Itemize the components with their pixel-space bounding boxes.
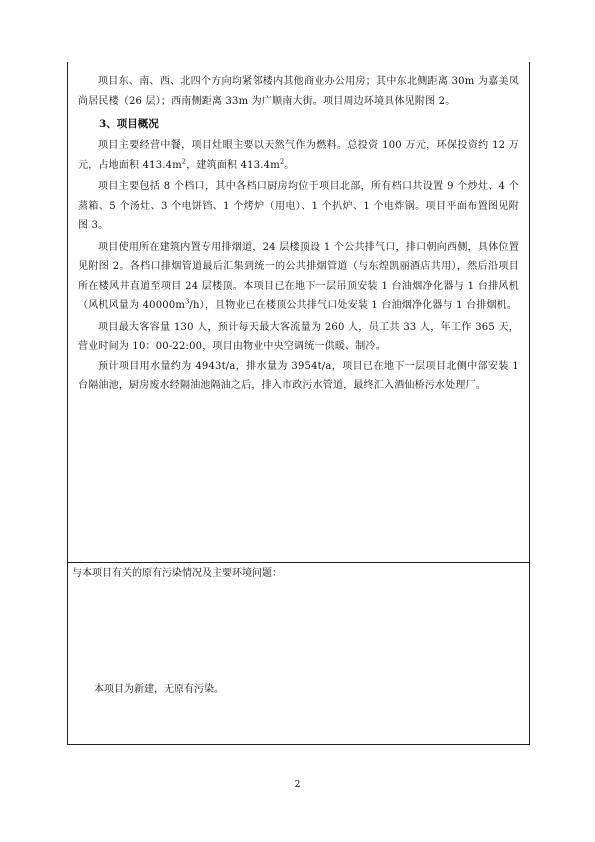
exhaust-text-a: 项目使用所在建筑内置专用排烟道，24 层楼顶设 1 个公共排气口，排口朝向西侧，具体位置见附图 2。各档口排烟管道最后汇集到统一的公共排烟管道（与东煌凯丽酒店共用），然后沿项目所在楼风井直道至项目 24 层楼顶。本项目已在地下一层吊顶安装 1 台油烟净化器与 1 台排风机（风机风量为 40000m [78,241,519,311]
investment-text-a: 项目主要经营中餐，项目灶眼主要以天然气作为燃料。总投资 100 万元，环保投资约 12 万元，占地面积 413.4m [78,140,519,171]
section-title: 与本项目有关的原有污染情况及主要环境问题： [72,568,282,579]
investment-text-b: ，建筑面积 413.4m [186,159,280,171]
section-heading: 3、项目概况 [99,118,159,130]
project-overview-section [78,72,519,396]
exhaust-text-b: /h），且物业已在楼顶公共排气口处安装 1 台油烟净化器与 1 台排烟机。 [189,300,518,311]
capacity-paragraph: 项目最大客容量 130 人，预计每天最大客流量为 260 人，员工共 33 人，年工作 365 天，营业时间为 10：00-22:00，项目由物业中央空调统一供暖、制冷。 [78,321,519,352]
water-paragraph: 预计项目用水量约为 4943t/a，排水量为 3954t/a，项目已在地下一层项目北侧中部安装 1 台隔油池，厨房废水经隔油池隔油之后，排入市政污水管道，最终汇入酒仙桥污水处理厂。 [78,360,519,391]
stalls-paragraph: 项目主要包括 8 个档口，其中各档口厨房均位于项目北部，所有档口共设置 9 个炒灶、4 个蒸箱、5 个汤灶、3 个电饼铛、1 个烤炉（用电）、1 个扒炉、1 个电炸锅。项目平面布置图见附图 3。 [78,181,519,231]
document-table-frame [67,62,530,745]
page-number: 2 [294,780,301,790]
exhaust-paragraph [78,238,519,316]
superscript: 2 [181,157,187,166]
superscript: 2 [279,157,285,166]
investment-text-c: 。 [284,159,295,171]
surroundings-paragraph: 项目东、南、西、北四个方向均紧邻楼内其他商业办公用房；其中东北侧距离 30m 为嘉美凤尚居民楼（26 层）；西南侧距离 33m 为广顺南大街。项目周边环境具体见附图 2。 [78,76,519,107]
existing-pollution-section [68,562,529,745]
investment-paragraph [78,136,519,175]
superscript: 3 [185,297,190,306]
section-body: 本项目为新建，无原有污染。 [94,684,224,695]
